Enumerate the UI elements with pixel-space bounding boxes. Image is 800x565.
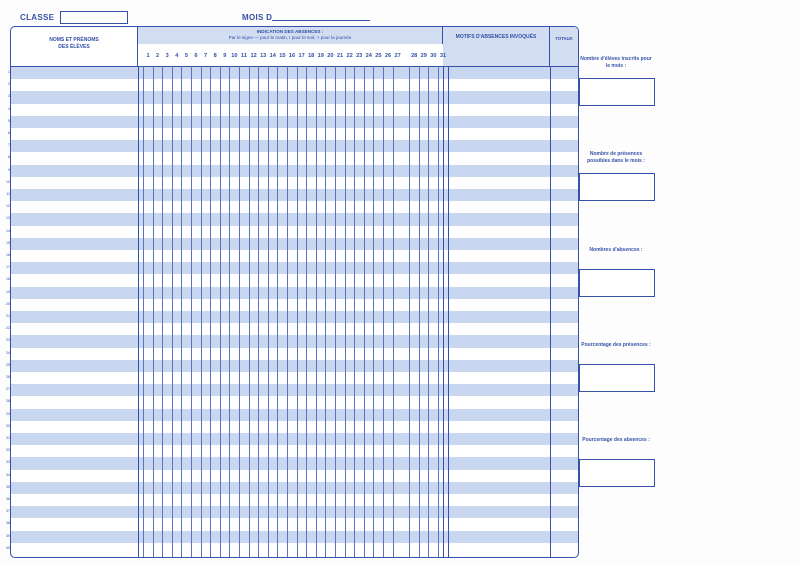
row-number: 32 (6, 448, 10, 453)
day-number: 10 (231, 53, 238, 59)
row-number: 15 (6, 240, 10, 245)
row-number: 12 (6, 204, 10, 209)
grid-column-line (325, 66, 326, 557)
register-row[interactable] (11, 409, 578, 421)
register-row[interactable] (11, 116, 578, 128)
register-row[interactable] (11, 457, 578, 469)
grid-column-line (162, 66, 163, 557)
row-number: 29 (6, 411, 10, 416)
day-number: 2 (156, 53, 160, 59)
grid-column-line (345, 66, 346, 557)
totaux-header: TOTAUX (550, 27, 578, 66)
row-number: 7 (8, 143, 10, 148)
day-number: 16 (288, 53, 296, 59)
register-row[interactable] (11, 213, 578, 225)
day-number: 9 (223, 53, 227, 59)
grid-column-line (335, 66, 336, 557)
register-row[interactable] (11, 152, 578, 164)
grid-column-line (172, 66, 173, 557)
grid-column-line (239, 66, 240, 557)
register-row[interactable] (11, 445, 578, 457)
names-header-line2: DES ÉLÈVES (58, 44, 90, 50)
grid-column-line (229, 66, 230, 557)
register-row[interactable] (11, 372, 578, 384)
register-row[interactable] (11, 311, 578, 323)
absences-title: INDICATION DES ABSENCES : (256, 29, 324, 34)
grid-column-line (316, 66, 317, 557)
register-row[interactable] (11, 104, 578, 116)
grid-column-line (210, 66, 211, 557)
grid-column-line (277, 66, 278, 557)
day-number: 20 (327, 53, 334, 59)
grid-column-line (383, 66, 384, 557)
register-row[interactable] (11, 177, 578, 189)
names-header (11, 27, 138, 66)
register-row[interactable] (11, 140, 578, 152)
grid-column-line (258, 66, 259, 557)
row-number: 35 (6, 484, 10, 489)
day-number: 6 (194, 53, 198, 59)
row-number: 26 (6, 375, 10, 379)
day-number: 7 (204, 53, 208, 59)
day-number: 8 (213, 53, 217, 59)
register-row[interactable] (11, 287, 578, 299)
row-number: 9 (8, 167, 10, 172)
row-number: 37 (6, 509, 10, 514)
row-number: 36 (6, 497, 10, 501)
grid-column-line (249, 66, 250, 557)
day-number: 14 (269, 53, 276, 59)
grid-column-line (364, 66, 365, 557)
row-number: 5 (8, 118, 10, 123)
grid-column-line (419, 66, 420, 557)
day-number: 4 (175, 53, 179, 59)
row-number: 18 (6, 277, 10, 282)
register-row[interactable] (11, 482, 578, 494)
day-number: 24 (365, 53, 372, 59)
row-number: 21 (6, 314, 10, 318)
register-row[interactable] (11, 335, 578, 347)
row-number: 3 (8, 94, 10, 99)
grid-column-line (438, 66, 439, 557)
classe-label: CLASSE (20, 13, 55, 22)
row-number: 16 (6, 253, 10, 257)
register-row[interactable] (11, 421, 578, 433)
day-number: 12 (250, 53, 257, 59)
row-number: 10 (6, 179, 10, 184)
day-number: 22 (346, 53, 353, 59)
register-row[interactable] (11, 543, 578, 555)
absences-count-label: Nombres d'absences : (589, 247, 643, 253)
grid-column-line (443, 66, 444, 557)
row-number: 34 (6, 472, 10, 477)
day-number: 5 (184, 53, 188, 59)
grid-column-line (268, 66, 269, 557)
register-row[interactable] (11, 67, 578, 79)
day-number: 26 (384, 53, 392, 59)
row-number: 39 (6, 533, 10, 538)
grid-column-line (143, 66, 144, 557)
register-row[interactable] (11, 360, 578, 372)
row-number: 20 (6, 301, 10, 306)
attendance-register (10, 26, 579, 558)
day-number: 27 (394, 53, 401, 59)
grid-column-line (409, 66, 410, 557)
register-row[interactable] (11, 433, 578, 445)
row-number: 27 (6, 387, 10, 392)
row-number: 6 (8, 131, 10, 135)
possible-presences-box[interactable] (579, 173, 655, 201)
row-number: 31 (6, 436, 10, 440)
register-row[interactable] (11, 518, 578, 530)
register-row[interactable] (11, 396, 578, 408)
register-row[interactable] (11, 91, 578, 103)
row-number: 22 (6, 326, 10, 331)
row-number: 14 (6, 228, 10, 233)
row-number: 23 (6, 338, 10, 343)
register-row[interactable] (11, 201, 578, 213)
day-number: 11 (241, 53, 247, 59)
register-row[interactable] (11, 165, 578, 177)
register-row[interactable] (11, 384, 578, 396)
presence-pct-label: Pourcentage des présences : (581, 342, 651, 348)
day-number: 15 (279, 53, 286, 59)
day-number: 13 (260, 53, 267, 59)
register-row[interactable] (11, 189, 578, 201)
grid-column-line (306, 66, 307, 557)
grid-column-line (138, 66, 139, 557)
names-header-line1: NOMS ET PRÉNOMS (49, 37, 99, 43)
absence-pct-label: Pourcentage des absences : (582, 437, 650, 443)
motifs-header: MOTIFS D'ABSENCES INVOQUÉS (443, 27, 550, 66)
register-row[interactable] (11, 250, 578, 262)
register-row[interactable] (11, 274, 578, 286)
register-row[interactable] (11, 238, 578, 250)
grid-column-line (220, 66, 221, 557)
row-number: 1 (8, 70, 10, 74)
mois-label: MOIS D (242, 13, 273, 22)
grid-column-line (181, 66, 182, 557)
grid-column-line (373, 66, 374, 557)
row-number: 30 (6, 423, 10, 428)
classe-input[interactable] (60, 11, 128, 24)
grid-column-line (201, 66, 202, 557)
register-row[interactable] (11, 323, 578, 335)
row-number: 24 (6, 350, 10, 355)
grid-column-line (287, 66, 288, 557)
absences-header (138, 27, 443, 44)
day-number: 19 (317, 53, 324, 59)
row-number: 28 (6, 399, 10, 404)
day-number: 31 (439, 53, 447, 59)
grid-column-line (393, 66, 394, 557)
row-number: 33 (6, 460, 10, 465)
row-number: 8 (8, 155, 10, 160)
grid-column-line (428, 66, 429, 557)
row-number: 2 (8, 82, 10, 87)
row-number: 17 (6, 265, 10, 270)
day-number: 1 (146, 53, 150, 59)
day-number: 21 (336, 53, 344, 59)
day-number: 17 (298, 53, 305, 59)
register-row[interactable] (11, 79, 578, 91)
day-number: 3 (165, 53, 169, 59)
presence-pct-box[interactable] (579, 364, 655, 392)
row-number: 38 (6, 521, 10, 526)
grid-column-line (153, 66, 154, 557)
register-row[interactable] (11, 531, 578, 543)
register-row[interactable] (11, 506, 578, 518)
row-number: 4 (8, 106, 10, 111)
mois-input[interactable] (272, 20, 370, 21)
grid-column-line (354, 66, 355, 557)
day-number: 29 (420, 53, 427, 59)
register-row[interactable] (11, 348, 578, 360)
row-number: 40 (6, 545, 10, 550)
enrolled-label: Nombre d'élèves inscrits pour le mois : (580, 56, 652, 69)
row-number: 11 (6, 192, 10, 196)
grid-column-line (297, 66, 298, 557)
day-number: 30 (430, 53, 437, 59)
register-row[interactable] (11, 494, 578, 506)
row-number: 13 (6, 216, 10, 221)
day-number: 23 (356, 53, 363, 59)
row-number: 19 (6, 289, 10, 294)
grid-column-line (550, 66, 551, 557)
absences-subtitle: Par le signe — pour le matin, I pour le soir, + pour la journée (228, 35, 352, 40)
register-row[interactable] (11, 128, 578, 140)
row-number: 25 (6, 362, 10, 367)
grid-column-line (448, 66, 449, 557)
absences-count-box[interactable] (579, 269, 655, 297)
enrolled-box[interactable] (579, 78, 655, 106)
register-row[interactable] (11, 262, 578, 274)
absence-pct-box[interactable] (579, 459, 655, 487)
day-number: 25 (375, 53, 382, 59)
day-number: 28 (411, 53, 418, 59)
possible-presences-label: Nombre de présences possibles dans le mois : (587, 151, 645, 164)
register-row[interactable] (11, 226, 578, 238)
register-row[interactable] (11, 299, 578, 311)
day-number: 18 (308, 53, 315, 59)
grid-column-line (191, 66, 192, 557)
register-row[interactable] (11, 470, 578, 482)
